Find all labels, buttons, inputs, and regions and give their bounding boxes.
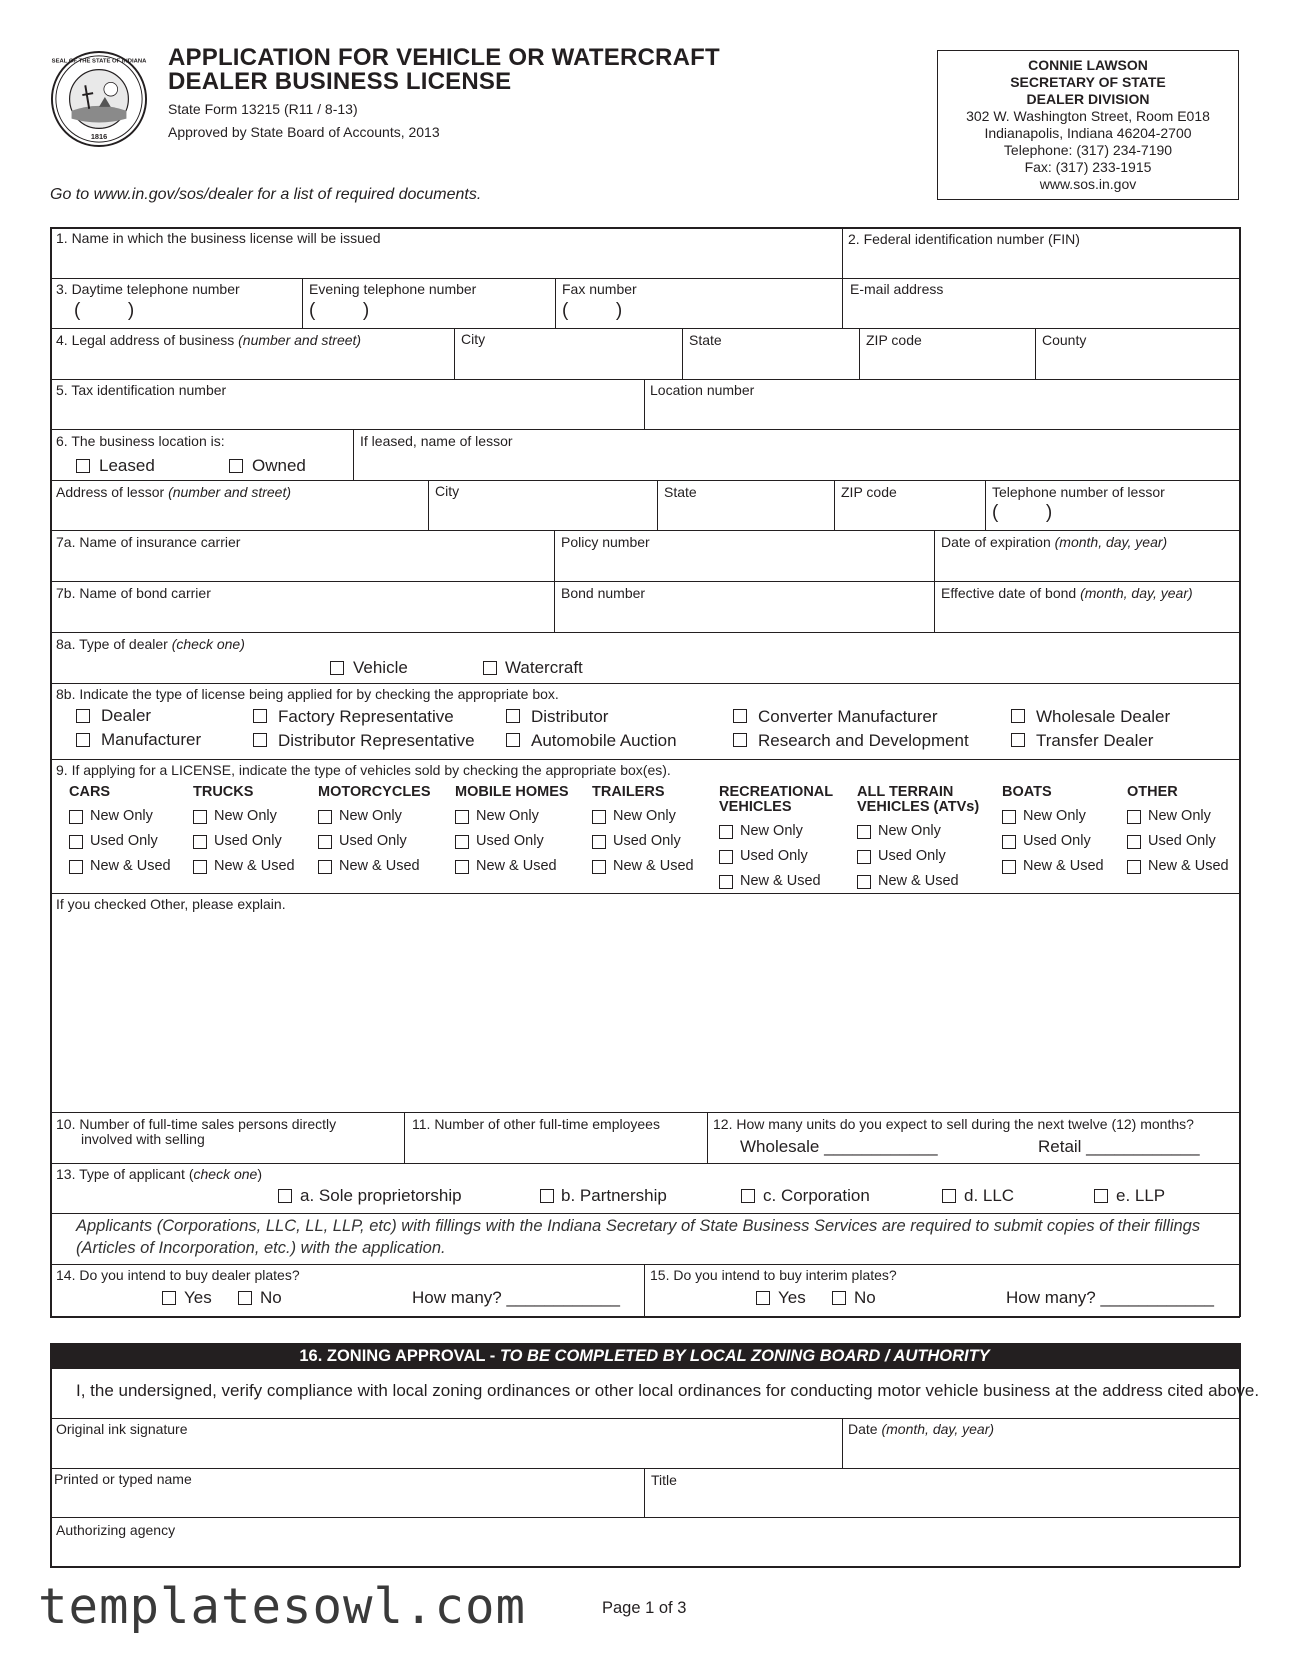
sole-proprietorship-checkbox[interactable] bbox=[278, 1189, 292, 1203]
field-12-label: 12. How many units do you expect to sell during the next twelve (12) months? bbox=[713, 1116, 1194, 1132]
vehicle-category-6-option-3-checkbox[interactable] bbox=[719, 875, 733, 889]
vehicle-category-7-option-1-label: New Only bbox=[878, 823, 941, 839]
field-11-label: 11. Number of other full-time employees bbox=[412, 1116, 660, 1132]
signature-label: Original ink signature bbox=[56, 1421, 188, 1437]
license-distributor-label: Distributor bbox=[531, 707, 609, 726]
llc-label: d. LLC bbox=[964, 1186, 1015, 1205]
vehicle-category-8-line-1: BOATS bbox=[1002, 784, 1052, 800]
bond-date-label: Effective date of bond (month, day, year) bbox=[941, 585, 1193, 601]
vehicle-category-8-option-3-checkbox[interactable] bbox=[1002, 860, 1016, 874]
fax-parens[interactable]: ( ) bbox=[562, 300, 623, 321]
email-label: E-mail address bbox=[850, 281, 944, 297]
vehicle-category-5-option-2-label: Used Only bbox=[613, 833, 681, 849]
owned-checkbox[interactable] bbox=[229, 459, 243, 473]
vehicle-category-6-line-1: RECREATIONAL bbox=[719, 784, 834, 800]
location-number-label: Location number bbox=[650, 382, 755, 398]
vehicle-category-6-line-2: VEHICLES bbox=[719, 799, 792, 815]
license-dealer-checkbox[interactable] bbox=[76, 709, 90, 723]
field-4-label: 4. Legal address of business (number and street) bbox=[56, 332, 362, 348]
vehicle-category-4-option-3-checkbox[interactable] bbox=[455, 860, 469, 874]
bond-number-label: Bond number bbox=[561, 585, 646, 601]
other-explain-label: If you checked Other, please explain. bbox=[56, 896, 286, 912]
printed-name-label: Printed or typed name bbox=[54, 1471, 192, 1487]
county-label: County bbox=[1042, 332, 1087, 348]
vehicle-category-2-option-1-label: New Only bbox=[214, 808, 277, 824]
agency-street: 302 W. Washington Street, Room E018 bbox=[966, 108, 1210, 124]
zoning-section-header: 16. ZONING APPROVAL - TO BE COMPLETED BY LOCAL ZONING BOARD / AUTHORITY bbox=[50, 1343, 1239, 1369]
leased-checkbox[interactable] bbox=[76, 459, 90, 473]
dealer-plates-no-label: No bbox=[260, 1288, 282, 1307]
filings-note-line-2: (Articles of Incorporation, etc.) with the application. bbox=[76, 1239, 446, 1257]
vehicle-category-1-option-1-label: New Only bbox=[90, 808, 153, 824]
state-label: State bbox=[689, 332, 722, 348]
interim-plates-no-checkbox[interactable] bbox=[832, 1291, 846, 1305]
license-wholesale-label: Wholesale Dealer bbox=[1036, 707, 1171, 726]
agency-fax: Fax: (317) 233-1915 bbox=[1024, 159, 1152, 175]
vehicle-category-9-heading bbox=[1127, 785, 1178, 800]
vehicle-category-7-option-2-label: Used Only bbox=[878, 848, 946, 864]
vehicle-category-2-option-3-label: New & Used bbox=[214, 858, 295, 874]
license-distributor-rep-checkbox[interactable] bbox=[253, 733, 267, 747]
evening-phone-parens[interactable]: ( ) bbox=[309, 300, 370, 321]
vehicle-category-1-option-2-label: Used Only bbox=[90, 833, 158, 849]
license-manufacturer-checkbox[interactable] bbox=[76, 733, 90, 747]
vehicle-category-8-option-1-label: New Only bbox=[1023, 808, 1086, 824]
vehicle-category-6-option-2-checkbox[interactable] bbox=[719, 850, 733, 864]
policy-number-label: Policy number bbox=[561, 534, 650, 550]
vehicle-label: Vehicle bbox=[353, 658, 408, 677]
vehicle-category-7-line-1: ALL TERRAIN bbox=[857, 784, 954, 800]
wholesale-units-field[interactable]: Wholesale ____________ bbox=[740, 1137, 938, 1156]
lessor-address-label: Address of lessor (number and street) bbox=[56, 484, 292, 500]
vehicle-category-5-option-2-checkbox[interactable] bbox=[592, 835, 606, 849]
field-10-label: 10. Number of full-time sales persons directly bbox=[56, 1116, 337, 1132]
field-14-label: 14. Do you intend to buy dealer plates? bbox=[56, 1267, 300, 1283]
filings-note bbox=[76, 1215, 1200, 1259]
vehicle-category-5-option-3-checkbox[interactable] bbox=[592, 860, 606, 874]
lessor-name-label: If leased, name of lessor bbox=[360, 433, 513, 449]
llp-checkbox[interactable] bbox=[1094, 1189, 1108, 1203]
vehicle-category-8-option-2-checkbox[interactable] bbox=[1002, 835, 1016, 849]
field-2-label: 2. Federal identification number (FIN) bbox=[848, 231, 1080, 247]
city-label: City bbox=[461, 331, 486, 347]
vehicle-category-2-option-1-checkbox[interactable] bbox=[193, 810, 207, 824]
filings-note-line-1: Applicants (Corporations, LLC, LL, LLP, etc) with fillings with the Indiana Secretary of State Business Services are required to submit copies of their fillings bbox=[76, 1217, 1201, 1235]
field-3-label: 3. Daytime telephone number bbox=[56, 281, 240, 297]
field-15-label: 15. Do you intend to buy interim plates? bbox=[650, 1267, 897, 1283]
vehicle-category-8-option-1-checkbox[interactable] bbox=[1002, 810, 1016, 824]
field-10-label-cont: involved with selling bbox=[81, 1131, 205, 1147]
vehicle-category-1-option-2-checkbox[interactable] bbox=[69, 835, 83, 849]
vehicle-category-9-option-3-label: New & Used bbox=[1148, 858, 1229, 874]
field-7a-label: 7a. Name of insurance carrier bbox=[56, 534, 241, 550]
vehicle-category-7-option-3-label: New & Used bbox=[878, 873, 959, 889]
vehicle-category-3-option-1-label: New Only bbox=[339, 808, 402, 824]
vehicle-category-6-option-1-checkbox[interactable] bbox=[719, 825, 733, 839]
page-number: Page 1 of 3 bbox=[602, 1599, 687, 1617]
title-label: Title bbox=[651, 1472, 677, 1488]
watercraft-label: Watercraft bbox=[505, 658, 583, 677]
retail-units-field[interactable]: Retail ____________ bbox=[1038, 1137, 1200, 1156]
leased-label: Leased bbox=[99, 456, 155, 475]
vehicle-category-4-option-1-checkbox[interactable] bbox=[455, 810, 469, 824]
license-auction-label: Automobile Auction bbox=[531, 731, 677, 750]
vehicle-category-5-option-3-label: New & Used bbox=[613, 858, 694, 874]
partnership-checkbox[interactable] bbox=[540, 1189, 554, 1203]
corporation-checkbox[interactable] bbox=[741, 1189, 755, 1203]
llc-checkbox[interactable] bbox=[942, 1189, 956, 1203]
zoning-statement: I, the undersigned, verify compliance with local zoning ordinances or other local ordinances for conducting motor vehicle business at the address cited above. bbox=[76, 1381, 1260, 1400]
vehicle-category-1-option-3-checkbox[interactable] bbox=[69, 860, 83, 874]
vehicle-category-1-heading bbox=[69, 785, 110, 800]
vehicle-category-1-line-1: CARS bbox=[69, 784, 111, 800]
vehicle-category-7-option-3-checkbox[interactable] bbox=[857, 875, 871, 889]
vehicle-category-3-option-1-checkbox[interactable] bbox=[318, 810, 332, 824]
license-auction-checkbox[interactable] bbox=[506, 733, 520, 747]
interim-plates-yes-checkbox[interactable] bbox=[756, 1291, 770, 1305]
authorizing-agency-label: Authorizing agency bbox=[56, 1522, 176, 1538]
license-dealer-label: Dealer bbox=[101, 706, 152, 725]
license-converter-checkbox[interactable] bbox=[733, 709, 747, 723]
vehicle-category-6-heading bbox=[719, 785, 833, 815]
lessor-phone-parens[interactable]: ( ) bbox=[992, 502, 1053, 523]
vehicle-category-3-option-3-checkbox[interactable] bbox=[318, 860, 332, 874]
field-13-label: 13. Type of applicant (check one) bbox=[56, 1166, 262, 1182]
field-9-label: 9. If applying for a LICENSE, indicate the type of vehicles sold by checking the appropriate box(es). bbox=[56, 762, 671, 778]
vehicle-category-1-option-3-label: New & Used bbox=[90, 858, 171, 874]
dealer-plates-count-field[interactable]: How many? ____________ bbox=[412, 1288, 620, 1307]
zoning-date-label: Date (month, day, year) bbox=[848, 1421, 995, 1437]
vehicle-category-3-option-2-checkbox[interactable] bbox=[318, 835, 332, 849]
vehicle-category-4-option-1-label: New Only bbox=[476, 808, 539, 824]
field-8b-label: 8b. Indicate the type of license being applied for by checking the appropriate box. bbox=[56, 686, 559, 702]
agency-division: DEALER DIVISION bbox=[1026, 91, 1150, 107]
license-transfer-label: Transfer Dealer bbox=[1036, 731, 1154, 750]
vehicle-category-7-option-2-checkbox[interactable] bbox=[857, 850, 871, 864]
license-distributor-rep-label: Distributor Representative bbox=[278, 731, 475, 750]
vehicle-category-9-option-3-checkbox[interactable] bbox=[1127, 860, 1141, 874]
agency-box bbox=[937, 50, 1239, 200]
vehicle-category-9-line-1: OTHER bbox=[1127, 784, 1178, 800]
agency-phone: Telephone: (317) 234-7190 bbox=[1003, 142, 1173, 158]
interim-plates-no-label: No bbox=[854, 1288, 876, 1307]
watermark: templatesowl.com bbox=[38, 1578, 527, 1635]
license-research-label: Research and Development bbox=[758, 731, 969, 750]
agency-city: Indianapolis, Indiana 46204-2700 bbox=[984, 125, 1192, 141]
vehicle-category-7-heading bbox=[857, 785, 979, 815]
vehicle-category-2-option-3-checkbox[interactable] bbox=[193, 860, 207, 874]
vehicle-category-1-option-1-checkbox[interactable] bbox=[69, 810, 83, 824]
vehicle-category-4-line-1: MOBILE HOMES bbox=[455, 784, 569, 800]
vehicle-category-9-option-2-label: Used Only bbox=[1148, 833, 1216, 849]
vehicle-category-6-option-3-label: New & Used bbox=[740, 873, 821, 889]
field-5-label: 5. Tax identification number bbox=[56, 382, 227, 398]
license-transfer-checkbox[interactable] bbox=[1011, 733, 1025, 747]
vehicle-checkbox[interactable] bbox=[330, 661, 344, 675]
state-form-number: State Form 13215 (R11 / 8-13) bbox=[168, 101, 358, 117]
vehicle-category-9-option-1-checkbox[interactable] bbox=[1127, 810, 1141, 824]
title-line-1: APPLICATION FOR VEHICLE OR WATERCRAFT bbox=[168, 44, 720, 71]
seal-text: SEAL OF THE STATE OF INDIANA bbox=[51, 58, 147, 65]
dealer-plates-yes-checkbox[interactable] bbox=[162, 1291, 176, 1305]
agency-office: SECRETARY OF STATE bbox=[1010, 74, 1166, 90]
interim-plates-count-field[interactable]: How many? ____________ bbox=[1006, 1288, 1214, 1307]
zip-label: ZIP code bbox=[866, 332, 922, 348]
vehicle-category-2-heading bbox=[193, 785, 253, 800]
corporation-label: c. Corporation bbox=[763, 1186, 870, 1205]
vehicle-category-8-heading bbox=[1002, 785, 1052, 800]
vehicle-category-4-heading bbox=[455, 785, 569, 800]
license-wholesale-checkbox[interactable] bbox=[1011, 709, 1025, 723]
daytime-phone-parens[interactable]: ( ) bbox=[74, 300, 135, 321]
form-title bbox=[168, 46, 720, 94]
license-converter-label: Converter Manufacturer bbox=[758, 707, 938, 726]
title-line-2: DEALER BUSINESS LICENSE bbox=[168, 68, 512, 95]
lessor-state-label: State bbox=[664, 484, 697, 500]
lessor-phone-label: Telephone number of lessor bbox=[992, 484, 1165, 500]
agency-name: CONNIE LAWSON bbox=[1028, 57, 1148, 73]
vehicle-category-3-option-2-label: Used Only bbox=[339, 833, 407, 849]
vehicle-category-9-option-1-label: New Only bbox=[1148, 808, 1211, 824]
vehicle-category-3-option-3-label: New & Used bbox=[339, 858, 420, 874]
vehicle-category-8-option-2-label: Used Only bbox=[1023, 833, 1091, 849]
evening-phone-label: Evening telephone number bbox=[309, 281, 477, 297]
license-factory-rep-checkbox[interactable] bbox=[253, 709, 267, 723]
dealer-plates-no-checkbox[interactable] bbox=[238, 1291, 252, 1305]
lessor-city-label: City bbox=[435, 483, 460, 499]
field-6-label: 6. The business location is: bbox=[56, 433, 225, 449]
expiration-date-label: Date of expiration (month, day, year) bbox=[941, 534, 1168, 550]
license-manufacturer-label: Manufacturer bbox=[101, 730, 202, 749]
license-factory-rep-label: Factory Representative bbox=[278, 707, 454, 726]
vehicle-category-2-line-1: TRUCKS bbox=[193, 784, 254, 800]
vehicle-category-9-option-2-checkbox[interactable] bbox=[1127, 835, 1141, 849]
fax-label: Fax number bbox=[562, 281, 637, 297]
required-documents-note: Go to www.in.gov/sos/dealer for a list of required documents. bbox=[50, 186, 482, 203]
vehicle-category-3-heading bbox=[318, 785, 431, 800]
vehicle-category-7-line-2: VEHICLES (ATVs) bbox=[857, 799, 980, 815]
agency-website: www.sos.in.gov bbox=[1039, 176, 1137, 192]
vehicle-category-2-option-2-checkbox[interactable] bbox=[193, 835, 207, 849]
lessor-zip-label: ZIP code bbox=[841, 484, 897, 500]
approval-note: Approved by State Board of Accounts, 2013 bbox=[168, 124, 440, 140]
license-research-checkbox[interactable] bbox=[733, 733, 747, 747]
owned-label: Owned bbox=[252, 456, 306, 475]
vehicle-category-5-option-1-label: New Only bbox=[613, 808, 676, 824]
partnership-label: b. Partnership bbox=[561, 1186, 667, 1205]
seal-year: 1816 bbox=[90, 132, 108, 142]
state-seal bbox=[50, 50, 148, 148]
field-1-label: 1. Name in which the business license will be issued bbox=[56, 230, 381, 246]
field-7b-label: 7b. Name of bond carrier bbox=[56, 585, 211, 601]
field-8a-label: 8a. Type of dealer (check one) bbox=[56, 636, 245, 652]
license-distributor-checkbox[interactable] bbox=[506, 709, 520, 723]
vehicle-category-6-option-1-label: New Only bbox=[740, 823, 803, 839]
vehicle-category-6-option-2-label: Used Only bbox=[740, 848, 808, 864]
vehicle-category-4-option-2-label: Used Only bbox=[476, 833, 544, 849]
dealer-plates-yes-label: Yes bbox=[184, 1288, 212, 1307]
sole-proprietorship-label: a. Sole proprietorship bbox=[300, 1186, 462, 1205]
vehicle-category-5-line-1: TRAILERS bbox=[592, 784, 665, 800]
vehicle-category-8-option-3-label: New & Used bbox=[1023, 858, 1104, 874]
vehicle-category-4-option-2-checkbox[interactable] bbox=[455, 835, 469, 849]
vehicle-category-7-option-1-checkbox[interactable] bbox=[857, 825, 871, 839]
vehicle-category-3-line-1: MOTORCYCLES bbox=[318, 784, 431, 800]
vehicle-category-4-option-3-label: New & Used bbox=[476, 858, 557, 874]
watercraft-checkbox[interactable] bbox=[483, 661, 497, 675]
vehicle-category-5-heading bbox=[592, 785, 665, 800]
interim-plates-yes-label: Yes bbox=[778, 1288, 806, 1307]
vehicle-category-2-option-2-label: Used Only bbox=[214, 833, 282, 849]
vehicle-category-5-option-1-checkbox[interactable] bbox=[592, 810, 606, 824]
llp-label: e. LLP bbox=[1116, 1186, 1166, 1205]
